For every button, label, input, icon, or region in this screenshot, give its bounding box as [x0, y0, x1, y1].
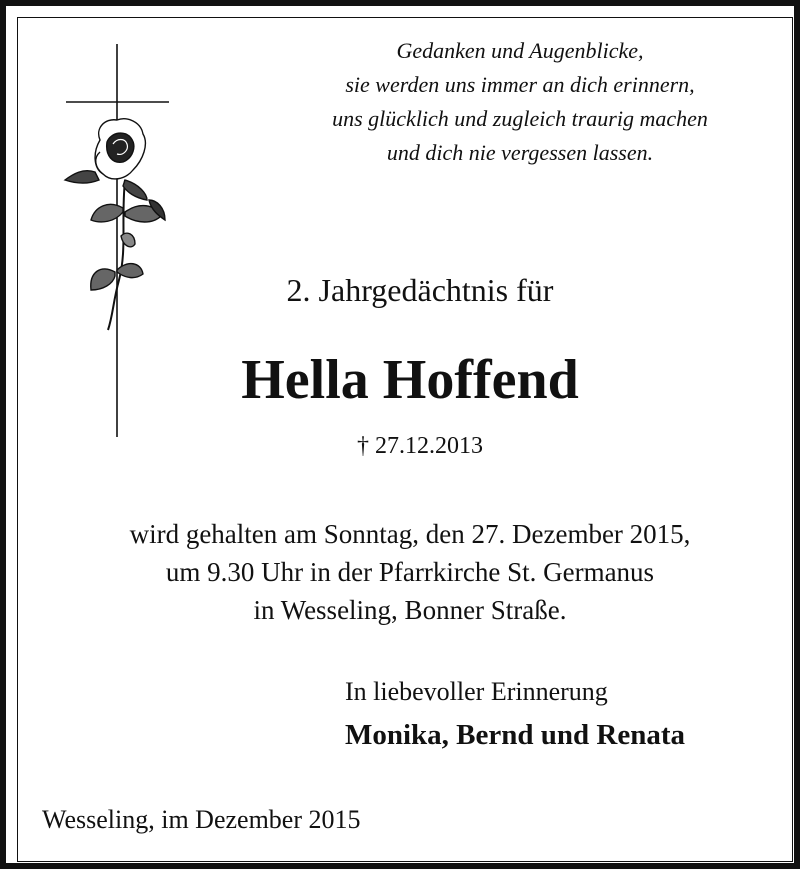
service-details [60, 515, 760, 629]
poem-line: Gedanken und Augenblicke, [396, 38, 644, 63]
service-line: um 9.30 Uhr in der Pfarrkirche St. Germanus [165, 557, 655, 587]
service-line: wird gehalten am Sonntag, den 27. Dezember 2015, [129, 519, 691, 549]
anniversary-subtitle: 2. Jahrgedächtnis für [286, 272, 554, 308]
poem-line: sie werden uns immer an dich erinnern, [345, 72, 695, 97]
signers: Monika, Bernd und Renata [345, 719, 686, 751]
deceased-name: Hella Hoffend [241, 349, 579, 411]
poem-line: uns glücklich und zugleich traurig machen [332, 106, 708, 131]
memorial-poem [290, 34, 750, 170]
service-line: in Wesseling, Bonner Straße. [253, 595, 567, 625]
memory-line: In liebevoller Erinnerung [345, 677, 608, 706]
poem-line: und dich nie vergessen lassen. [386, 140, 654, 165]
place-and-date: Wesseling, im Dezember 2015 [42, 805, 361, 834]
death-date: † 27.12.2013 [357, 433, 483, 459]
